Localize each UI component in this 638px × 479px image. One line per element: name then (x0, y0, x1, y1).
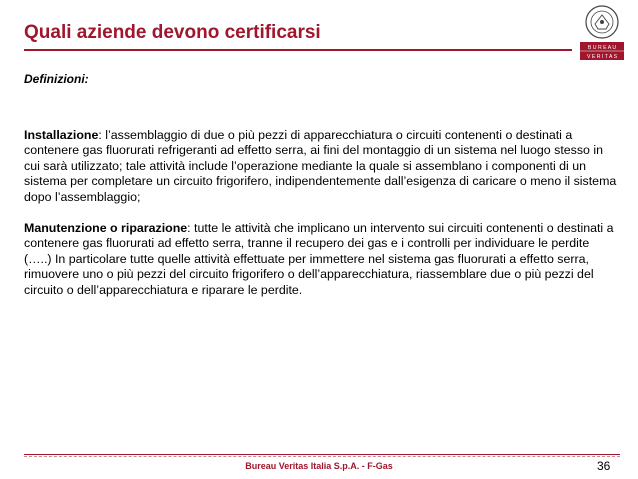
title-divider (24, 49, 572, 51)
definition-installazione (24, 128, 620, 205)
logo-text-veritas: V E R I T A S (586, 54, 618, 60)
term-manutenzione: Manutenzione o riparazione (24, 221, 188, 235)
footer-divider (24, 454, 620, 455)
definition-manutenzione (24, 221, 620, 298)
definitions-label: Definizioni: (24, 72, 89, 86)
page-title: Quali aziende devono certificarsi (24, 22, 321, 43)
term-installazione: Installazione (24, 128, 99, 142)
bureau-veritas-logo (579, 3, 625, 61)
page-number: 36 (597, 459, 611, 473)
footer-text: Bureau Veritas Italia S.p.A. - F-Gas (245, 461, 393, 471)
logo-text-bureau: B U R E A U (587, 45, 617, 51)
footer-divider-dashed (24, 456, 620, 457)
text-installazione: : l’assemblaggio di due o più pezzi di apparecchiatura o circuiti contenenti o destinati a contenere gas fluorurati refrigeranti ad effetto serra, ai fini del montaggio di un sistema nel luogo stesso in cui sarà utilizzato; tale attività include l’operazione mediante la quale si assemblano i componenti di un sistema per completare un circuito frigorifero, indipendentemente dall’esigenza di caricare o meno il sistema dopo l’assemblaggio; (24, 128, 617, 204)
text-manutenzione: : tutte le attività che implicano un intervento sui circuiti contenenti o destinati a contenere gas fluorurati ad effetto serra, tranne il recupero dei gas e i controlli per individuare le perdite (…..) In particolare tutte quelle attività effettuate per immettere nel sistema gas fluorurati a effetto serra, rimuovere uno o più pezzi del circuito frigorifero o dell’apparecchiatura, riassemblare due o più pezzi del circuito o dell’apparecchiatura e riparare le perdite. (24, 221, 614, 297)
